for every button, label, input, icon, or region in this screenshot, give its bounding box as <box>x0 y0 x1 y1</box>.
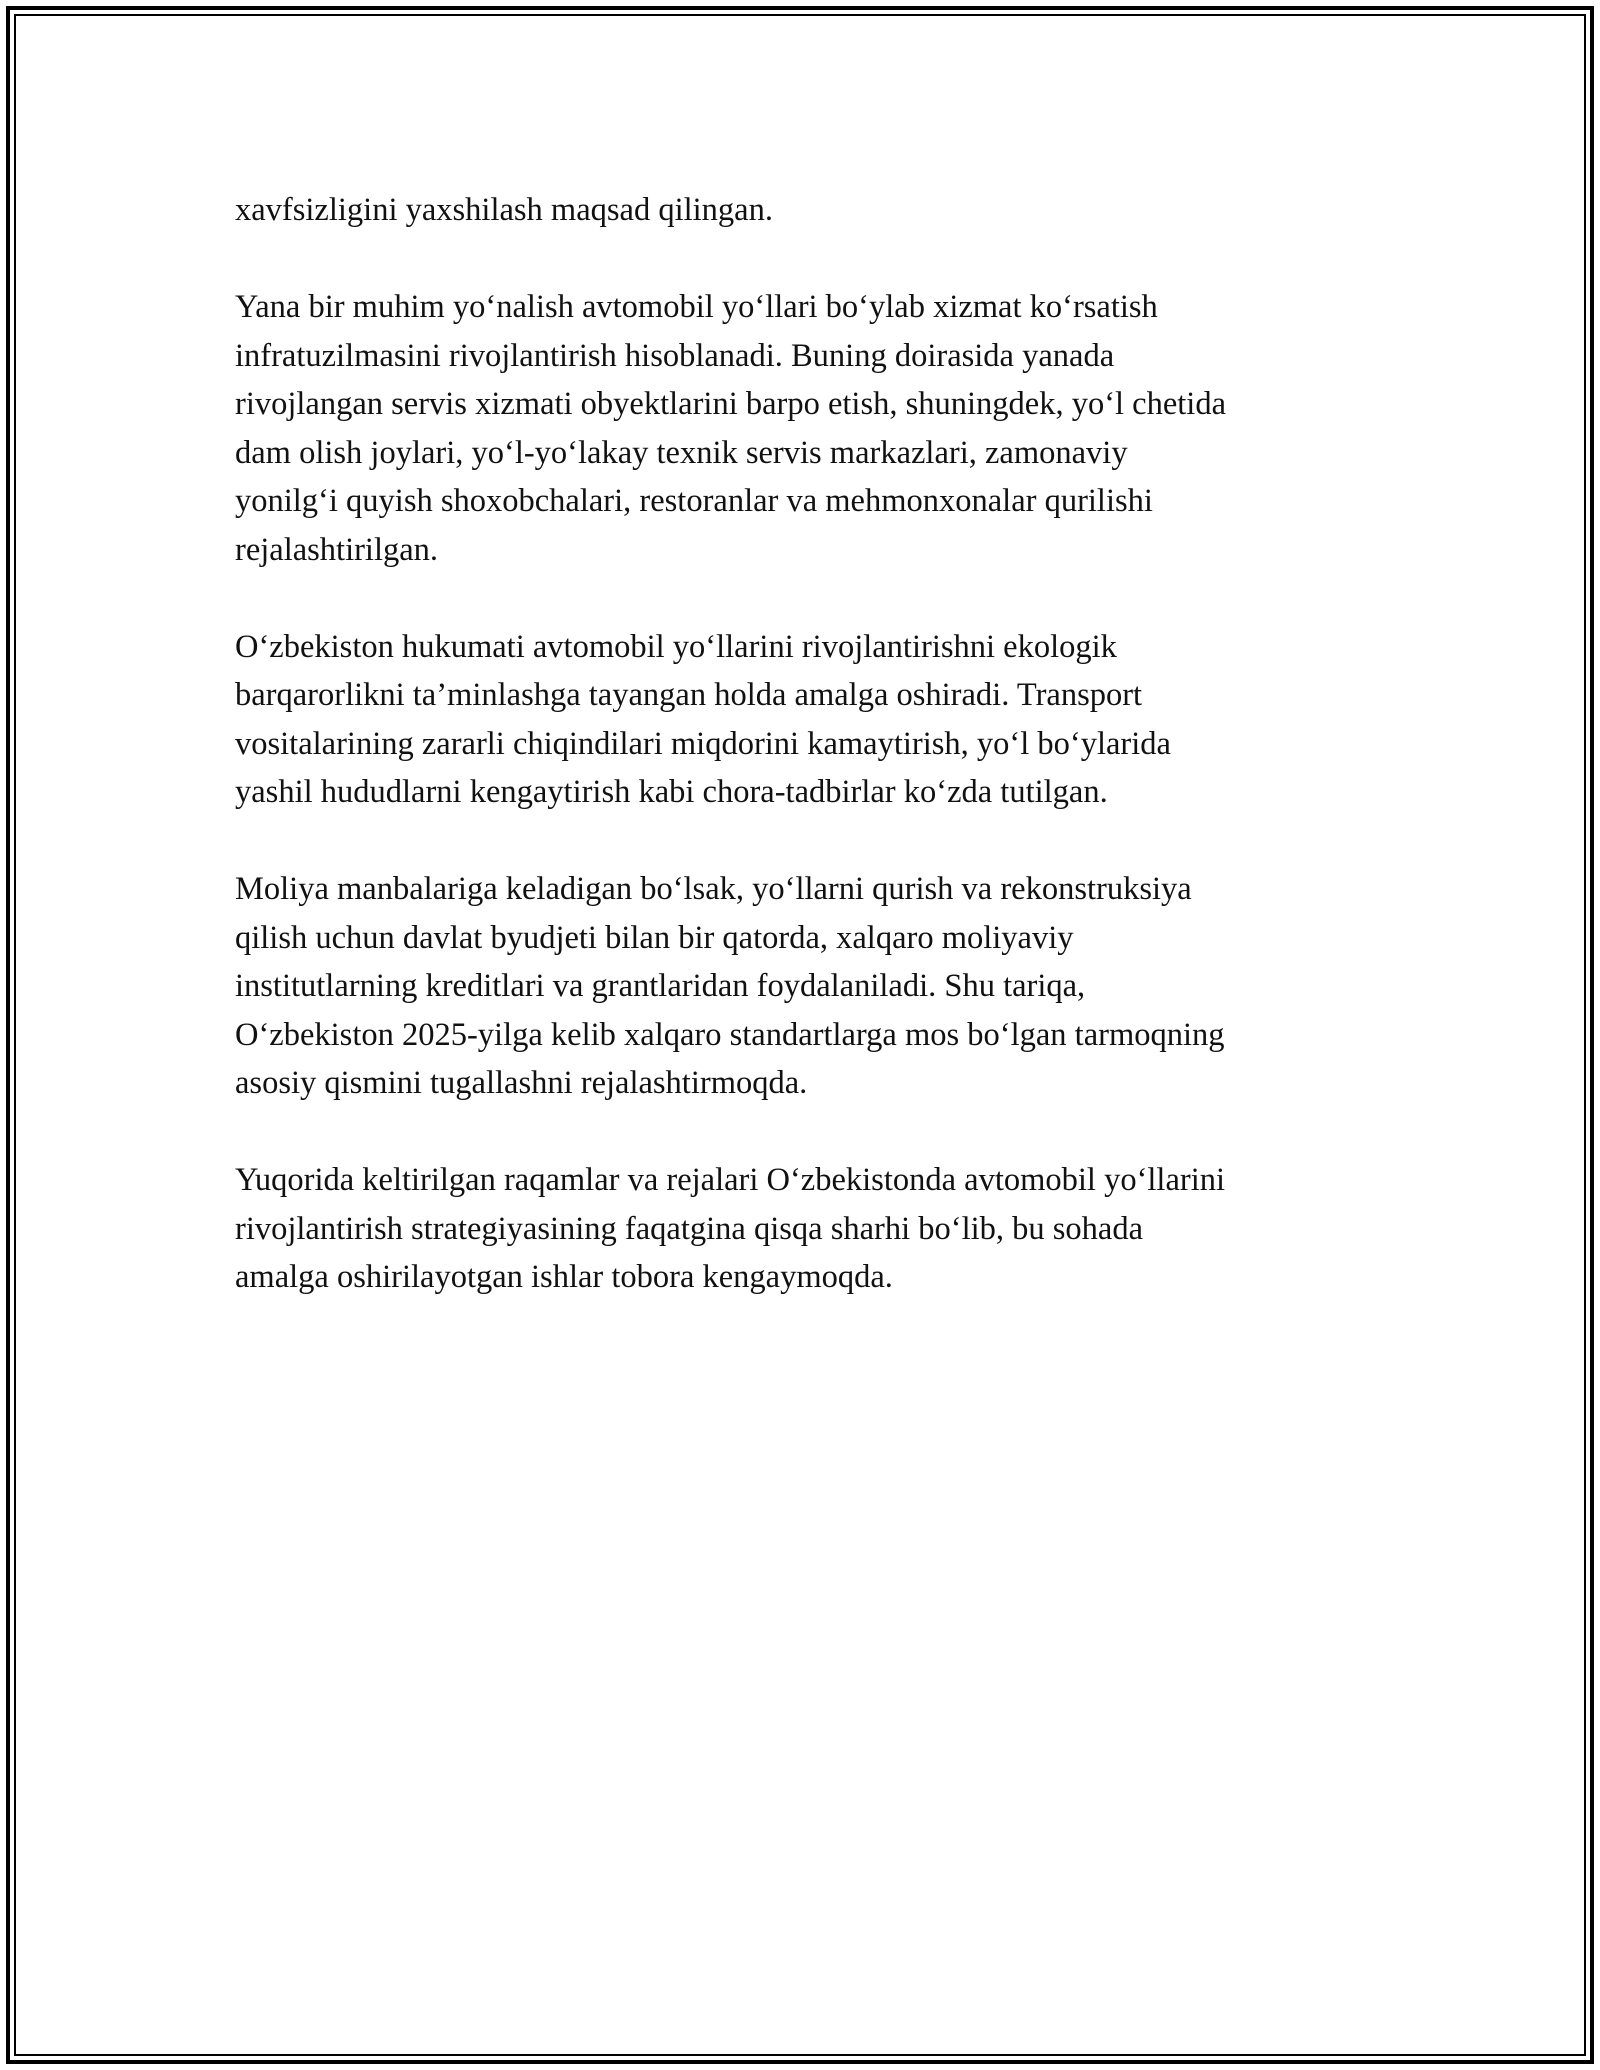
paragraph-2: Yana bir muhim yo‘nalish avtomobil yo‘llari bo‘ylab xizmat ko‘rsatish infratuzilmasini rivojlantirish hisoblanadi. Buning doirasida yanada rivojlangan servis xizmati obyektlarini barpo etish, shuningdek, yo‘l chetida dam olish joylari, yo‘l-yo‘lakay texnik servis markazlari, zamonaviy yonilg‘i quyish shoxobchalari, restoranlar va mehmonxonalar qurilishi rejalashtirilgan. <box>235 289 1227 568</box>
paragraph-4: Moliya manbalariga keladigan bo‘lsak, yo‘llarni qurish va rekonstruksiya qilish uchun davlat byudjeti bilan bir qatorda, xalqaro moliyaviy institutlarning kreditlari va grantlaridan foydalaniladi. Shu tariqa, O‘zbekiston 2025-yilga kelib xalqaro standartlarga mos bo‘lgan tarmoqning asosiy qismini tugallashni rejalashtirmoqda. <box>235 871 1225 1101</box>
paragraph-5: Yuqorida keltirilgan raqamlar va rejalari O‘zbekistonda avtomobil yo‘llarini rivojlantirish strategiyasining faqatgina qisqa sharhi bo‘lib, bu sohada amalga oshirilayotgan ishlar tobora kengaymoqda. <box>235 1162 1226 1295</box>
document-body <box>235 186 1365 1350</box>
paragraph-3: O‘zbekiston hukumati avtomobil yo‘llarini rivojlantirishni ekologik barqarorlikni ta’minlashga tayangan holda amalga oshiradi. Transport vositalarining zararli chiqindilari miqdorini kamaytirish, yo‘l bo‘ylarida yashil hududlarni kengaytirish kabi chora-tadbirlar ko‘zda tutilgan. <box>235 628 1171 810</box>
paragraph-1: xavfsizligini yaxshilash maqsad qilingan. <box>235 192 773 228</box>
